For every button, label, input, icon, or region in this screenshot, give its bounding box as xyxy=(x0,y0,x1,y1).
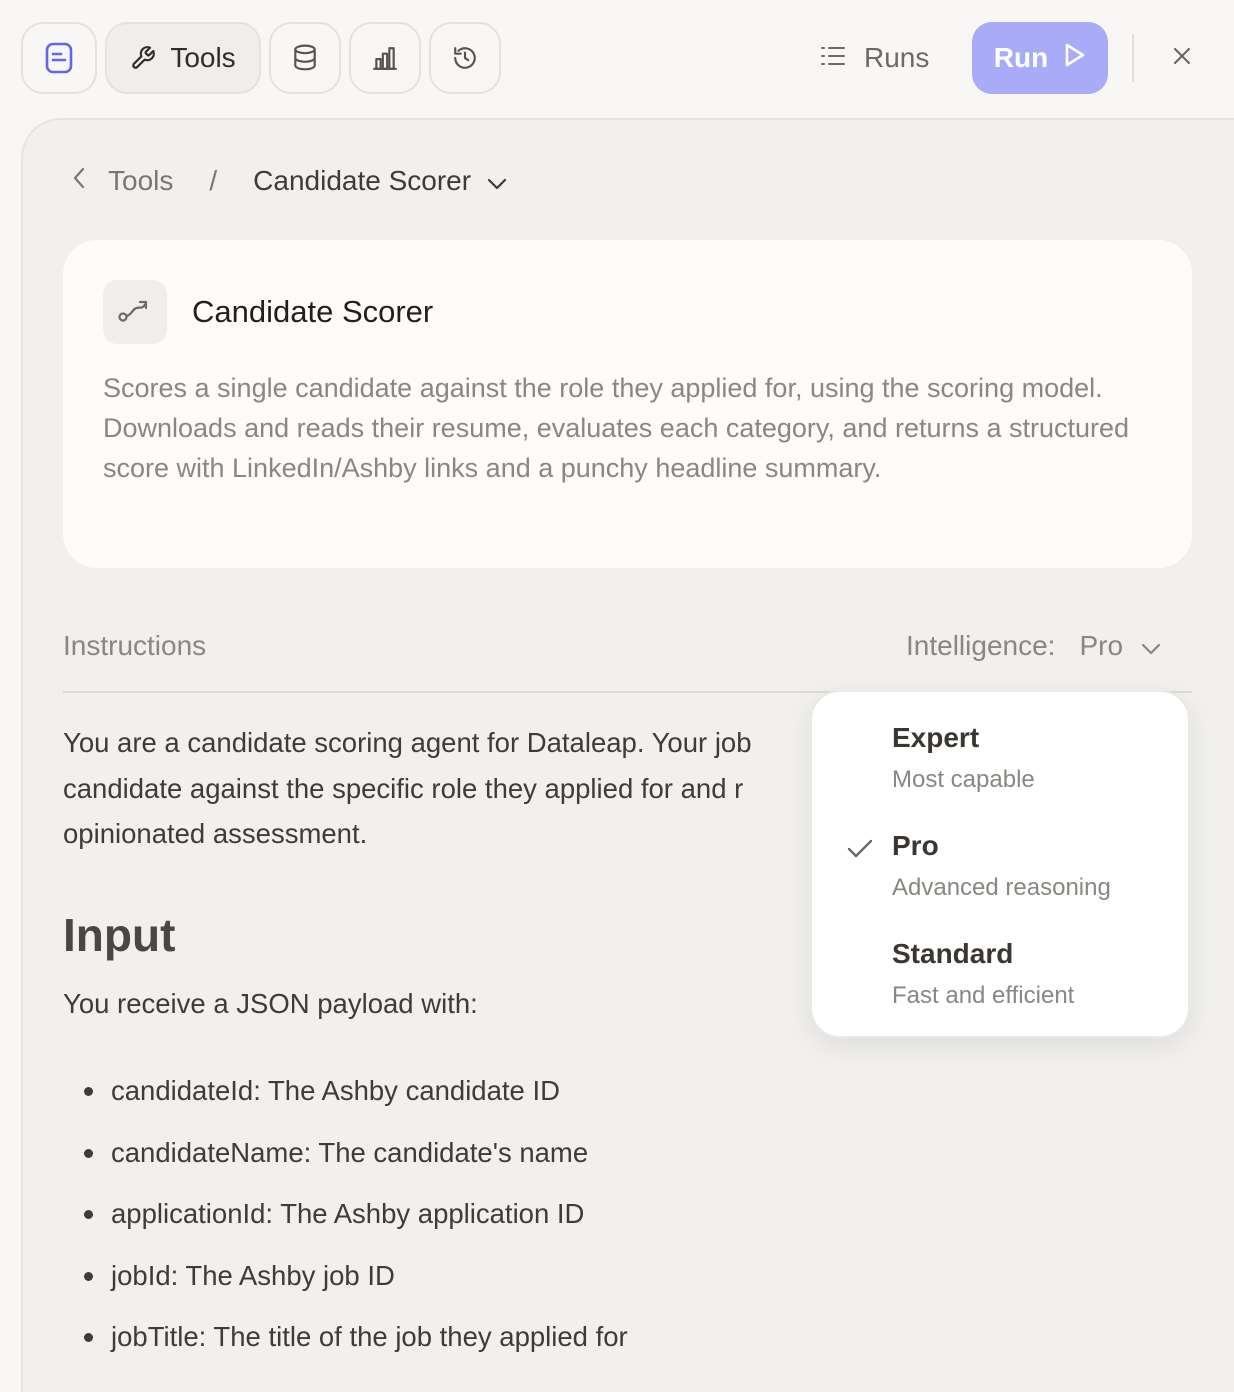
wrench-icon xyxy=(130,45,156,71)
breadcrumb-back-link[interactable] xyxy=(72,165,173,197)
database-button[interactable] xyxy=(269,22,341,94)
breadcrumb-back-label: Tools xyxy=(108,165,174,196)
chevron-down-icon xyxy=(487,165,507,197)
list-icon xyxy=(820,42,846,74)
route-icon xyxy=(118,297,152,328)
input-heading: Input xyxy=(63,909,176,961)
top-toolbar xyxy=(0,0,1234,118)
breadcrumb-separator: / xyxy=(209,165,218,196)
list-item: applicationId: The Ashby application ID xyxy=(63,1193,628,1255)
tool-card xyxy=(63,240,1192,568)
intelligence-value: Pro xyxy=(1079,630,1124,661)
option-description: Advanced reasoning xyxy=(892,874,1111,901)
intelligence-option-standard[interactable] xyxy=(812,908,1188,1008)
option-name: Expert xyxy=(892,722,980,753)
breadcrumb-current-tool[interactable] xyxy=(253,165,507,197)
intelligence-label: Intelligence: xyxy=(906,630,1056,661)
payload-text: You receive a JSON payload with: xyxy=(63,988,478,1019)
runs-button[interactable] xyxy=(820,22,929,94)
breadcrumb xyxy=(72,160,507,202)
chevron-down-icon xyxy=(1141,630,1161,662)
option-name: Pro xyxy=(892,830,939,861)
option-description: Fast and efficient xyxy=(892,982,1075,1009)
history-button[interactable] xyxy=(429,22,501,94)
chevron-left-icon xyxy=(72,165,86,197)
list-item: candidateName: The candidate's name xyxy=(63,1132,628,1194)
breadcrumb-current-label: Candidate Scorer xyxy=(253,165,472,196)
document-button[interactable] xyxy=(21,22,97,94)
option-name: Standard xyxy=(892,938,1014,969)
run-button[interactable] xyxy=(972,22,1108,94)
list-item: candidateId: The Ashby candidate ID xyxy=(63,1070,628,1132)
intro-line: opinionated assessment. xyxy=(63,818,368,849)
tool-description: Scores a single candidate against the role they applied for, using the scoring model. Downloads and reads their resume, evaluates each category, and returns a structured score with LinkedIn/Ashby links and a punchy headline summary. xyxy=(103,373,1130,483)
close-button[interactable] xyxy=(1162,38,1202,78)
tool-icon-tile xyxy=(103,280,167,344)
close-icon xyxy=(1172,46,1192,71)
tool-title: Candidate Scorer xyxy=(192,294,434,329)
intelligence-selector[interactable] xyxy=(906,630,1161,662)
intro-line: candidate against the specific role they applied for and r xyxy=(63,772,744,804)
run-label: Run xyxy=(993,42,1049,73)
bar-chart-icon xyxy=(372,45,398,71)
analytics-button[interactable] xyxy=(349,22,421,94)
instructions-label: Instructions xyxy=(63,630,207,661)
check-icon xyxy=(846,838,874,865)
input-field-list xyxy=(63,1070,628,1378)
play-icon xyxy=(1064,42,1086,75)
list-item: jobTitle: The title of the job they applied for xyxy=(63,1316,628,1378)
intelligence-option-expert[interactable] xyxy=(812,692,1188,792)
tools-button[interactable] xyxy=(105,22,261,94)
list-item: jobId: The Ashby job ID xyxy=(63,1255,628,1317)
intro-line: You are a candidate scoring agent for Dataleap. Your job xyxy=(63,727,752,758)
runs-label: Runs xyxy=(864,42,930,73)
database-icon xyxy=(292,44,318,72)
history-icon xyxy=(452,45,478,71)
intelligence-dropdown xyxy=(810,690,1190,1038)
document-icon xyxy=(45,42,73,74)
toolbar-divider xyxy=(1132,34,1134,82)
tools-label: Tools xyxy=(170,42,236,73)
option-description: Most capable xyxy=(892,766,1035,793)
